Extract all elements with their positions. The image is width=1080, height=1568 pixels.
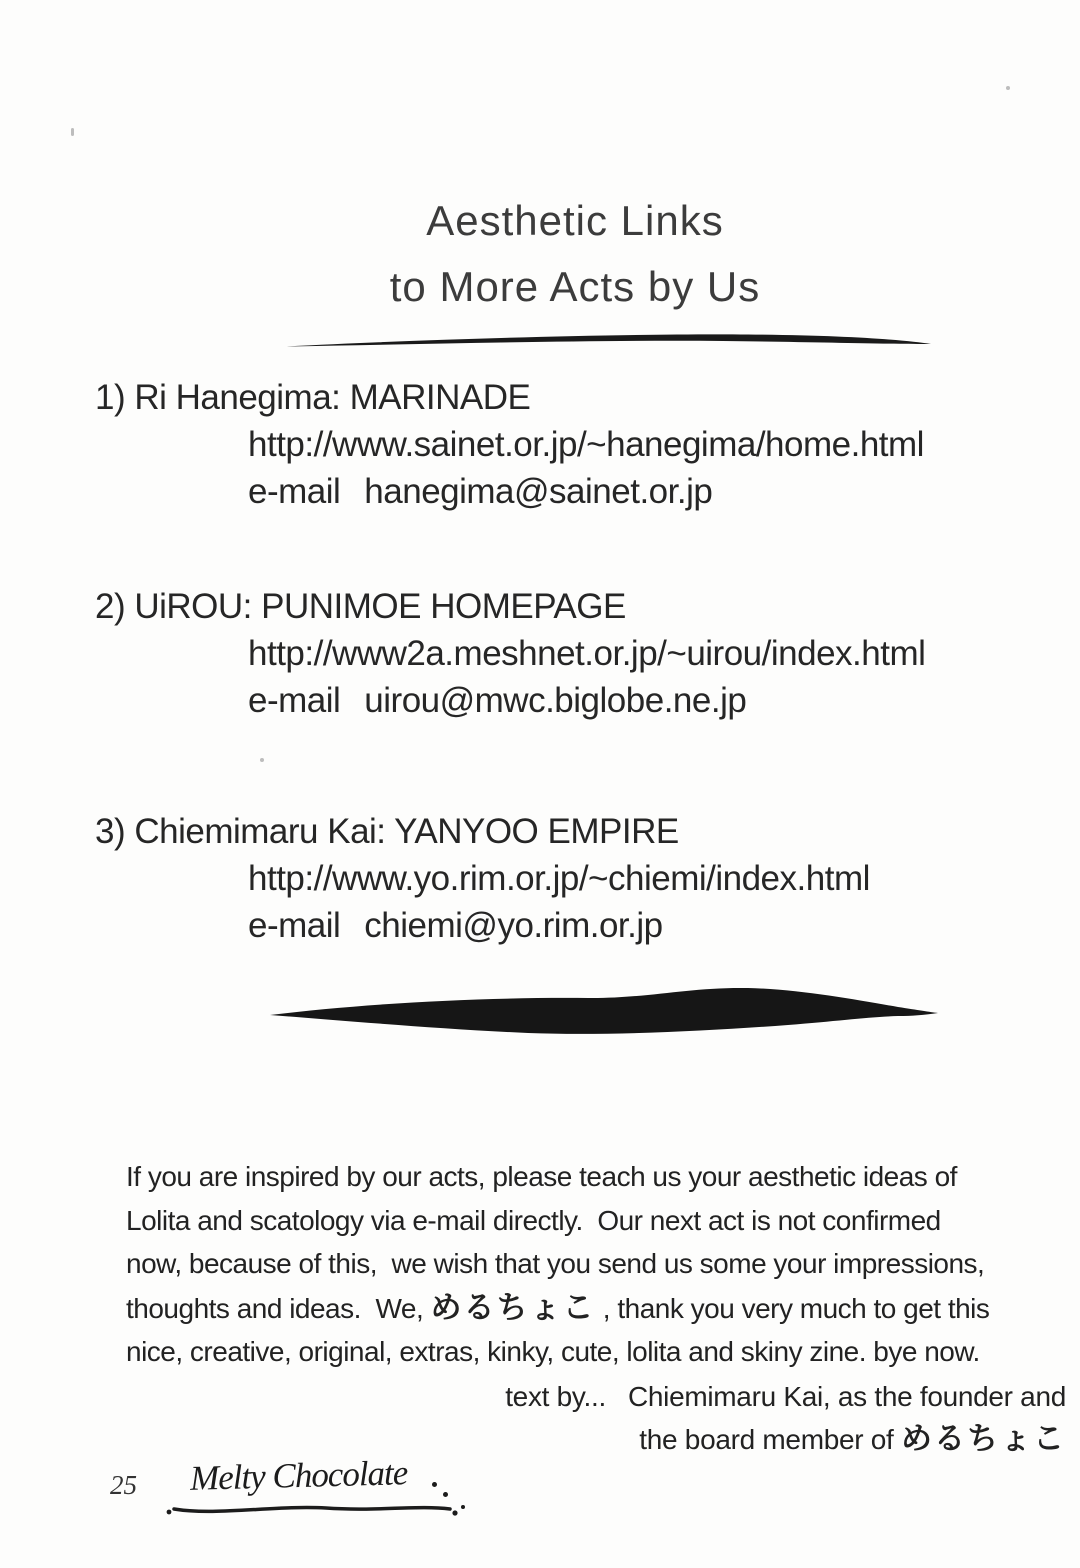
scan-speck bbox=[71, 128, 74, 136]
link-entry-1-email: hanegima@sainet.or.jp bbox=[364, 472, 713, 511]
credit-author: Chiemimaru Kai, as the founder and bbox=[627, 1381, 1066, 1412]
credit-line2 bbox=[505, 1418, 1066, 1461]
paragraph-line bbox=[126, 1286, 1056, 1331]
ink-dot bbox=[443, 1492, 448, 1497]
link-entry-2-heading: 2) UiROU: PUNIMOE HOMEPAGE bbox=[95, 587, 626, 626]
email-label: e-mail bbox=[248, 472, 341, 511]
signature-melty-chocolate: Melty Chocolate bbox=[189, 1453, 408, 1498]
credit-block bbox=[505, 1376, 1066, 1461]
link-entry-2-email: uirou@mwc.biglobe.ne.jp bbox=[364, 681, 747, 720]
credit-text: the board member of bbox=[639, 1424, 901, 1455]
circle-name-merutyoko: めるちょこ bbox=[430, 1289, 596, 1325]
email-label: e-mail bbox=[248, 681, 341, 720]
link-entry-1-url: http://www.sainet.or.jp/~hanegima/home.html bbox=[248, 425, 924, 464]
link-entry-3-email-row bbox=[248, 908, 663, 943]
paragraph-text: , thank you very much to get this bbox=[595, 1292, 990, 1324]
body-paragraph bbox=[126, 1155, 1056, 1374]
credit-line1 bbox=[505, 1376, 1066, 1418]
link-entry-2-email-row bbox=[248, 683, 746, 718]
paragraph-line: now, because of this, we wish that you send us some your impressions, bbox=[126, 1248, 985, 1279]
paragraph-line: nice, creative, original, extras, kinky, cute, lolita and skiny zine. bye now. bbox=[126, 1336, 980, 1367]
paragraph-line: Lolita and scatology via e-mail directly. Our next act is not confirmed bbox=[126, 1204, 941, 1236]
link-entry-3-url: http://www.yo.rim.or.jp/~chiemi/index.html bbox=[248, 859, 870, 898]
scan-speck bbox=[260, 758, 264, 762]
credit-prefix: text by... bbox=[505, 1381, 606, 1412]
paragraph-line: If you are inspired by our acts, please teach us your aesthetic ideas of bbox=[126, 1161, 957, 1192]
scan-speck bbox=[1006, 86, 1010, 90]
email-label: e-mail bbox=[248, 906, 341, 945]
link-entry-1-email-row bbox=[248, 474, 712, 509]
ink-dot bbox=[432, 1482, 437, 1487]
page-number: 25 bbox=[110, 1470, 137, 1500]
link-entry-3-email: chiemi@yo.rim.or.jp bbox=[364, 906, 663, 945]
link-entry-3-heading: 3) Chiemimaru Kai: YANYOO EMPIRE bbox=[95, 812, 679, 851]
brush-stroke-divider bbox=[268, 983, 940, 1043]
link-entry-1-heading: 1) Ri Hanegima: MARINADE bbox=[95, 378, 531, 417]
signature-underline-flourish bbox=[166, 1496, 466, 1522]
link-entry-2-url: http://www2a.meshnet.or.jp/~uirou/index.html bbox=[248, 634, 926, 673]
circle-name-merutyoko: めるちょこ bbox=[901, 1421, 1066, 1456]
title-brush-underline bbox=[283, 331, 933, 351]
page-title-line2: to More Acts by Us bbox=[389, 263, 761, 310]
paragraph-text: thoughts and ideas. We, bbox=[126, 1292, 431, 1324]
page-title-line1: Aesthetic Links bbox=[426, 197, 724, 244]
